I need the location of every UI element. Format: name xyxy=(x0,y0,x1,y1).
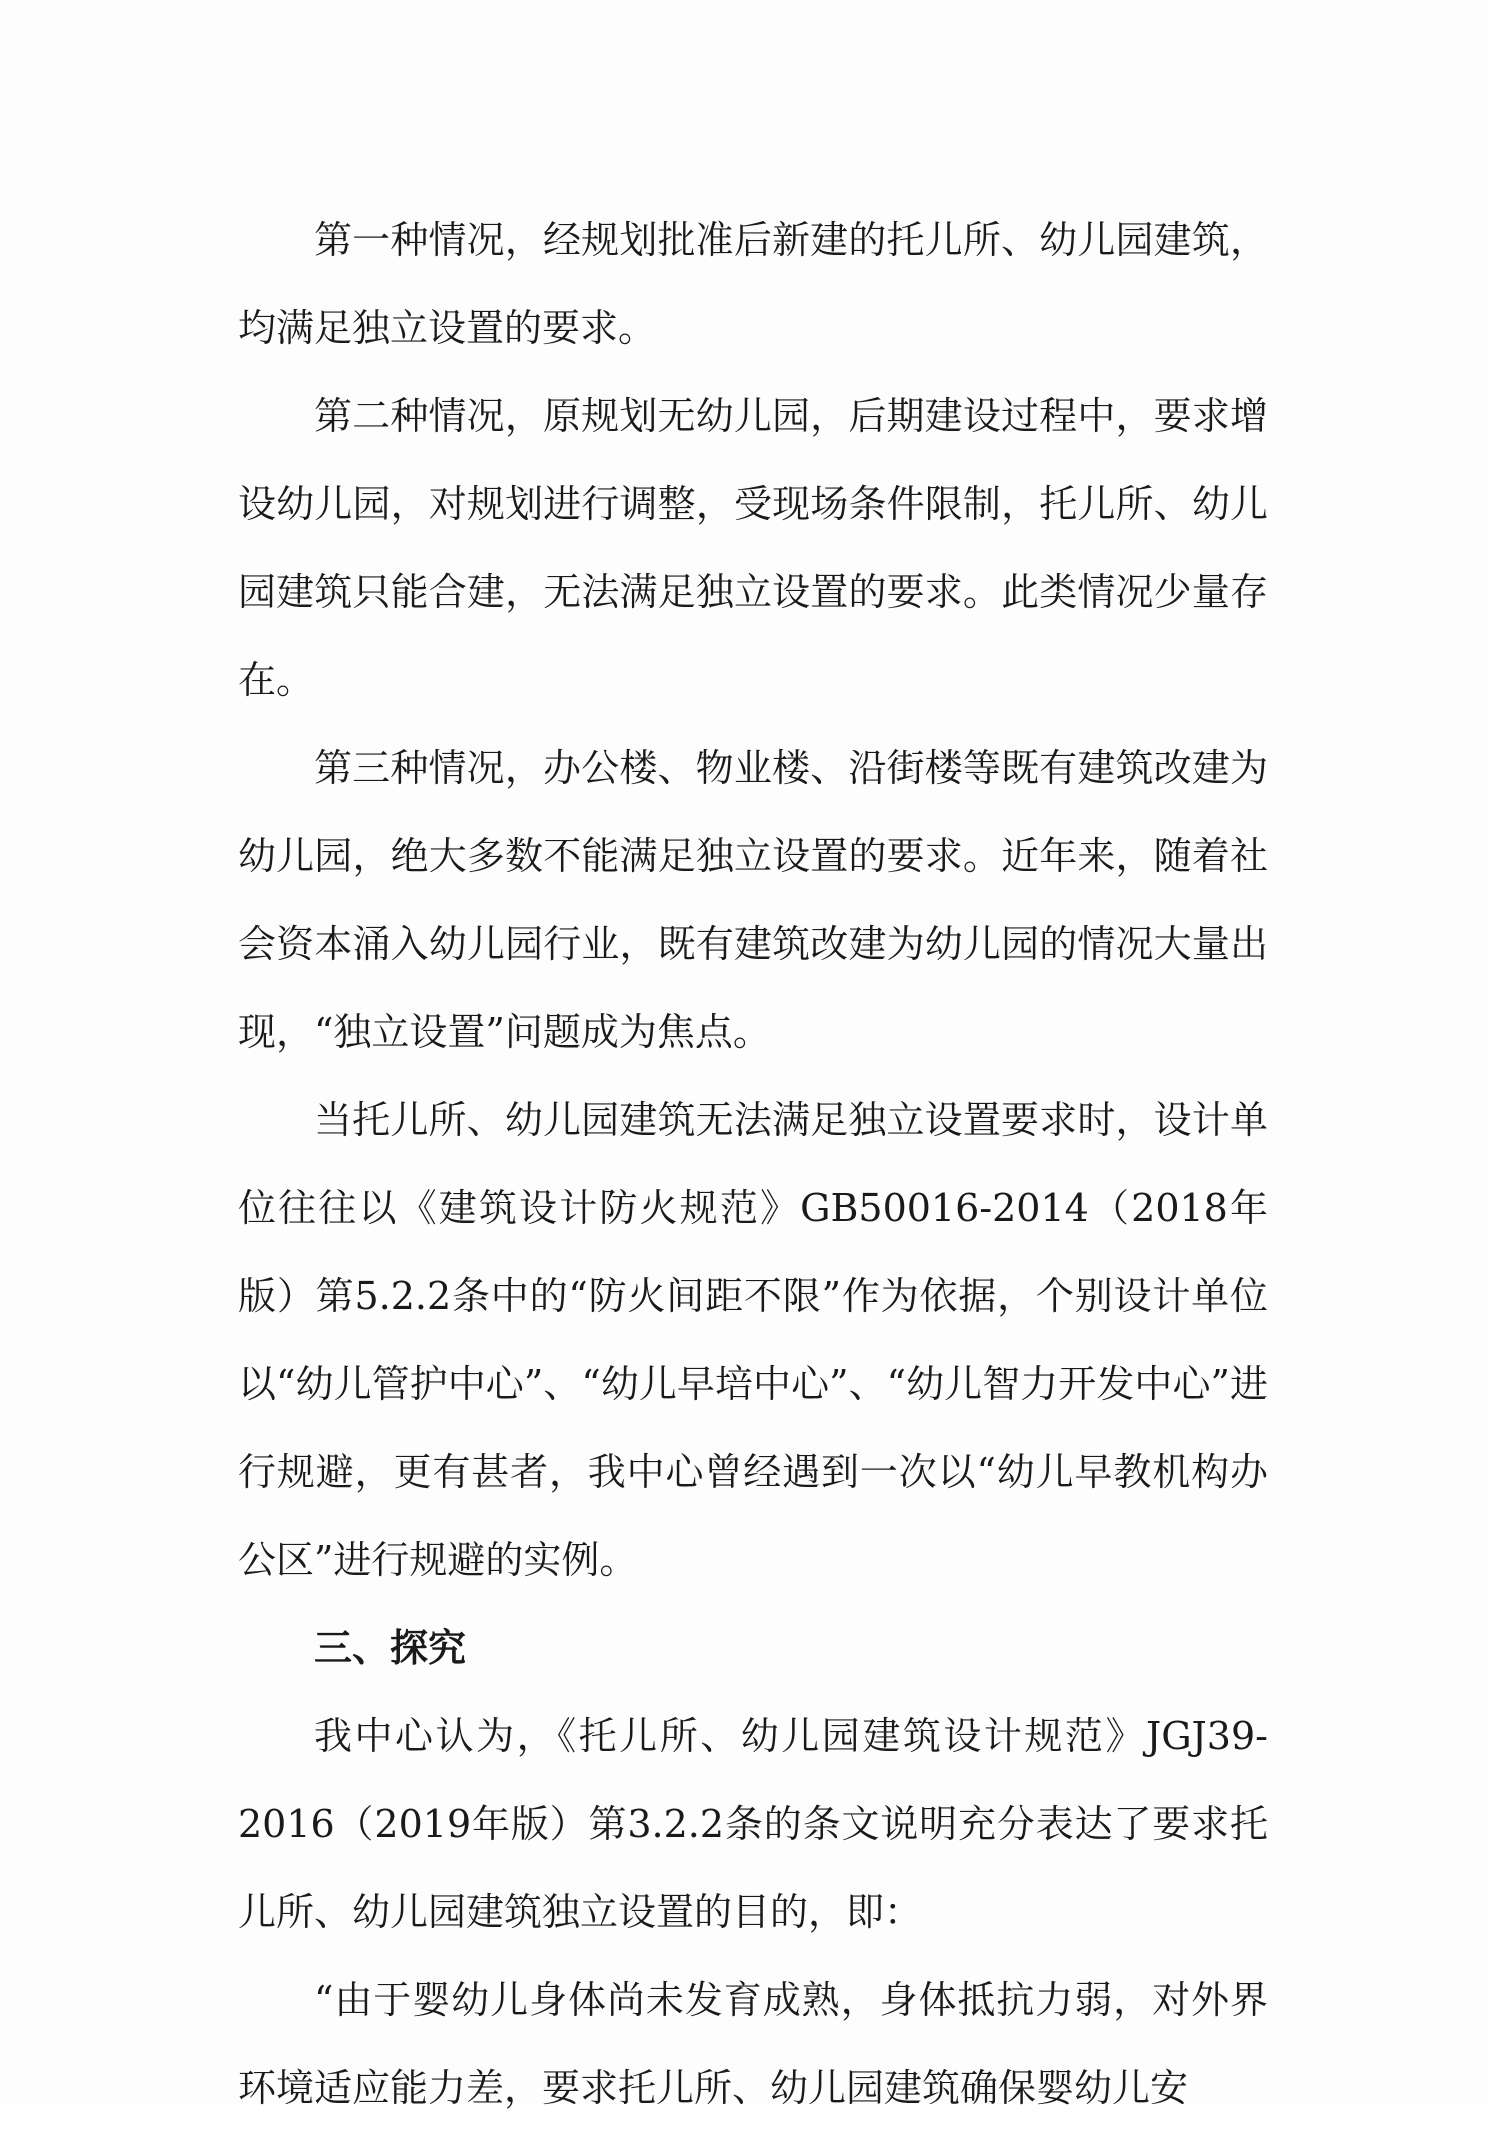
section-heading: 三、探究 xyxy=(314,1626,467,1670)
paragraph-case-two: 第二种情况，原规划无幼儿园，后期建设过程中，要求增设幼儿园，对规划进行调整，受现场条件限制，托儿所、幼儿园建筑只能合建，无法满足独立设置的要求。此类情况少量存在。 xyxy=(238,394,1268,702)
paragraph-case-three: 第三种情况，办公楼、物业楼、沿街楼等既有建筑改建为幼儿园，绝大多数不能满足独立设置的要求。近年来，随着社会资本涌入幼儿园行业，既有建筑改建为幼儿园的情况大量出现，“独立设置”问题成为焦点。 xyxy=(238,746,1268,1054)
body-text xyxy=(238,196,1268,2132)
paragraph-design-avoidance: 当托儿所、幼儿园建筑无法满足独立设置要求时，设计单位往往以《建筑设计防火规范》GB50016-2014（2018年版）第5.2.2条中的“防火间距不限”作为依据，个别设计单位以“幼儿管护中心”、“幼儿早培中心”、“幼儿智力开发中心”进行规避，更有甚者，我中心曾经遇到一次以“幼儿早教机构办公区”进行规避的实例。 xyxy=(238,1098,1268,1582)
paragraph-case-one: 第一种情况，经规划批准后新建的托儿所、幼儿园建筑，均满足独立设置的要求。 xyxy=(238,218,1268,350)
paragraph-quote: “由于婴幼儿身体尚未发育成熟，身体抵抗力弱，对外界环境适应能力差，要求托儿所、幼儿园建筑确保婴幼儿安 xyxy=(238,1978,1268,2110)
paragraph-center-opinion: 我中心认为，《托儿所、幼儿园建筑设计规范》JGJ39-2016（2019年版）第3.2.2条的条文说明充分表达了要求托儿所、幼儿园建筑独立设置的目的，即： xyxy=(238,1714,1268,1934)
